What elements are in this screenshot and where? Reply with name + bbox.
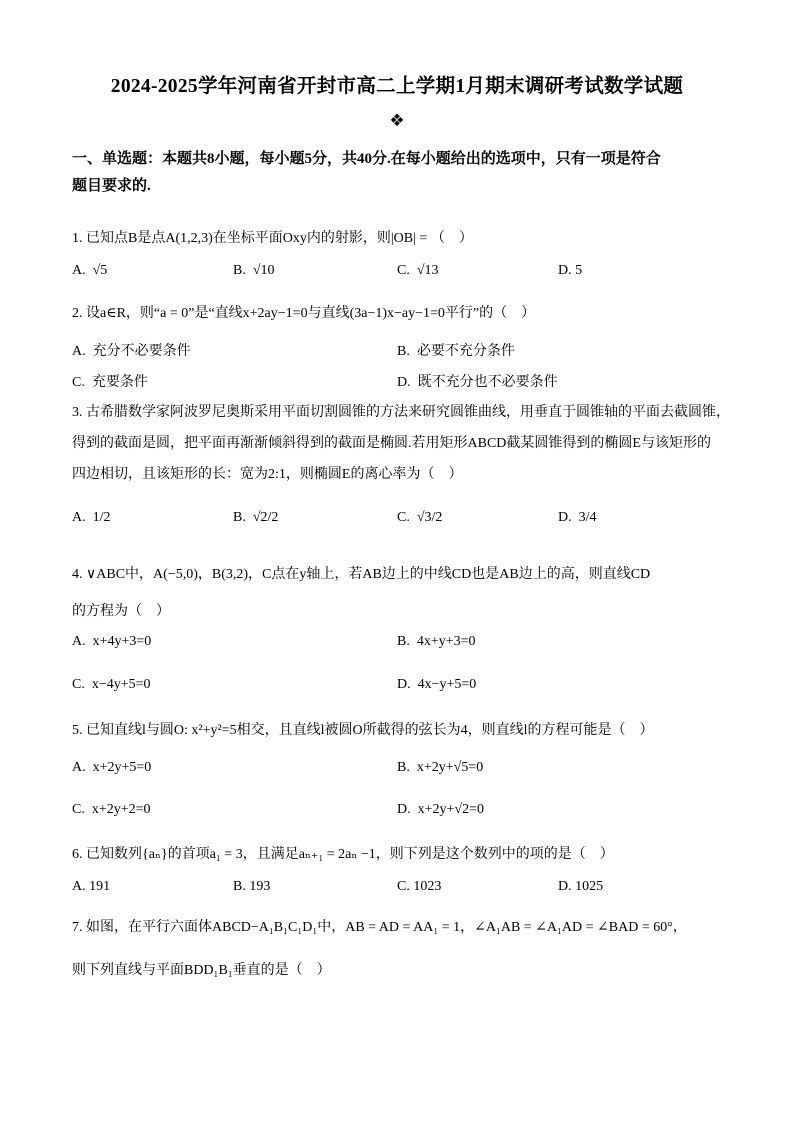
option-5b[interactable]: B. x+2y+√5=0 bbox=[397, 760, 484, 775]
question-text: 已知点B是点A(1,2,3)在坐标平面Oxy内的射影，则|OB| = （ ） bbox=[86, 231, 473, 246]
option-4b[interactable]: B. 4x+y+3=0 bbox=[397, 634, 476, 649]
option-4a[interactable]: A. x+4y+3=0 bbox=[72, 634, 152, 649]
option-3c[interactable]: C. √3/2 bbox=[397, 510, 443, 525]
option-1d[interactable]: D. 5 bbox=[558, 263, 583, 278]
option-4c[interactable]: C. x−4y+5=0 bbox=[72, 677, 151, 692]
option-5d[interactable]: D. x+2y+√2=0 bbox=[397, 802, 484, 817]
question-text: 如图，在平行六面体ABCD−A₁B₁C₁D₁中，AB = AD = AA₁ = 1，∠A₁AB = ∠A₁AD = ∠BAD = 60°， bbox=[86, 920, 687, 935]
option-1a[interactable]: A. √5 bbox=[72, 263, 108, 278]
option-1c[interactable]: C. √13 bbox=[397, 263, 439, 278]
option-6a[interactable]: A. 191 bbox=[72, 879, 111, 894]
question-3-stem-line3: 四边相切，且该矩形的长：宽为2:1，则椭圆E的离心率为（ ） bbox=[72, 467, 463, 482]
question-7-stem-line2: 则下列直线与平面BDD₁B₁垂直的是（ ） bbox=[72, 963, 331, 978]
option-2b[interactable]: B. 必要不充分条件 bbox=[397, 344, 515, 359]
option-2a[interactable]: A. 充分不必要条件 bbox=[72, 344, 191, 359]
question-4-stem-line1 bbox=[72, 563, 650, 583]
question-number: 2. bbox=[72, 306, 83, 321]
section-heading bbox=[72, 146, 732, 200]
option-1b[interactable]: B. √10 bbox=[233, 263, 275, 278]
question-5-stem bbox=[72, 719, 653, 739]
question-number: 1. bbox=[72, 231, 83, 246]
exam-title: 2024-2025学年河南省开封市高二上学期1月期末调研考试数学试题 bbox=[110, 76, 684, 97]
title-ornament-icon: ❖ bbox=[389, 111, 405, 130]
question-text: 已知数列{aₙ}的首项a₁ = 3，且满足aₙ₊₁ = 2aₙ −1，则下列是这个数列中的项的是（ ） bbox=[86, 847, 614, 862]
option-6c[interactable]: C. 1023 bbox=[397, 879, 442, 894]
option-3a[interactable]: A. 1/2 bbox=[72, 510, 111, 525]
option-2c[interactable]: C. 充要条件 bbox=[72, 375, 148, 390]
question-2-stem bbox=[72, 302, 535, 322]
option-4d[interactable]: D. 4x−y+5=0 bbox=[397, 677, 477, 692]
question-number: 7. bbox=[72, 920, 83, 935]
question-text: 已知直线l与圆O: x²+y²=5相交，且直线l被圆O所截得的弦长为4，则直线l的方程可能是（ ） bbox=[86, 723, 654, 738]
question-number: 5. bbox=[72, 723, 83, 738]
question-number: 4. bbox=[72, 567, 83, 582]
question-text: 设a∈R，则“a = 0”是“直线x+2ay−1=0与直线(3a−1)x−ay−1=0平行”的（ ） bbox=[86, 306, 536, 321]
question-text: 古希腊数学家阿波罗尼奥斯采用平面切割圆锥的方法来研究圆锥曲线，用垂直于圆锥轴的平面去截圆锥， bbox=[86, 405, 730, 420]
option-3d[interactable]: D. 3/4 bbox=[558, 510, 597, 525]
question-3-stem-line1 bbox=[72, 401, 730, 421]
question-number: 6. bbox=[72, 847, 83, 862]
question-3-stem-line2: 得到的截面是圆，把平面再渐渐倾斜得到的截面是椭圆.若用矩形ABCD截某圆锥得到的椭圆E与该矩形的 bbox=[72, 436, 711, 451]
option-6d[interactable]: D. 1025 bbox=[558, 879, 604, 894]
question-text: ∨ABC中，A(−5,0)，B(3,2)，C点在y轴上，若AB边上的中线CD也是AB边上的高，则直线CD bbox=[86, 567, 651, 582]
question-7-stem-line1 bbox=[72, 916, 687, 936]
option-5a[interactable]: A. x+2y+5=0 bbox=[72, 760, 152, 775]
question-6-stem bbox=[72, 843, 614, 863]
option-5c[interactable]: C. x+2y+2=0 bbox=[72, 802, 151, 817]
option-2d[interactable]: D. 既不充分也不必要条件 bbox=[397, 375, 558, 390]
section-heading-line1: 一、单选题：本题共8小题，每小题5分，共40分.在每小题给出的选项中，只有一项是符合 bbox=[72, 151, 661, 167]
question-number: 3. bbox=[72, 405, 83, 420]
option-3b[interactable]: B. √2/2 bbox=[233, 510, 279, 525]
option-6b[interactable]: B. 193 bbox=[233, 879, 271, 894]
question-1-stem bbox=[72, 227, 473, 247]
question-4-stem-line2: 的方程为（ ） bbox=[72, 604, 170, 619]
section-heading-line2: 题目要求的. bbox=[72, 178, 151, 194]
